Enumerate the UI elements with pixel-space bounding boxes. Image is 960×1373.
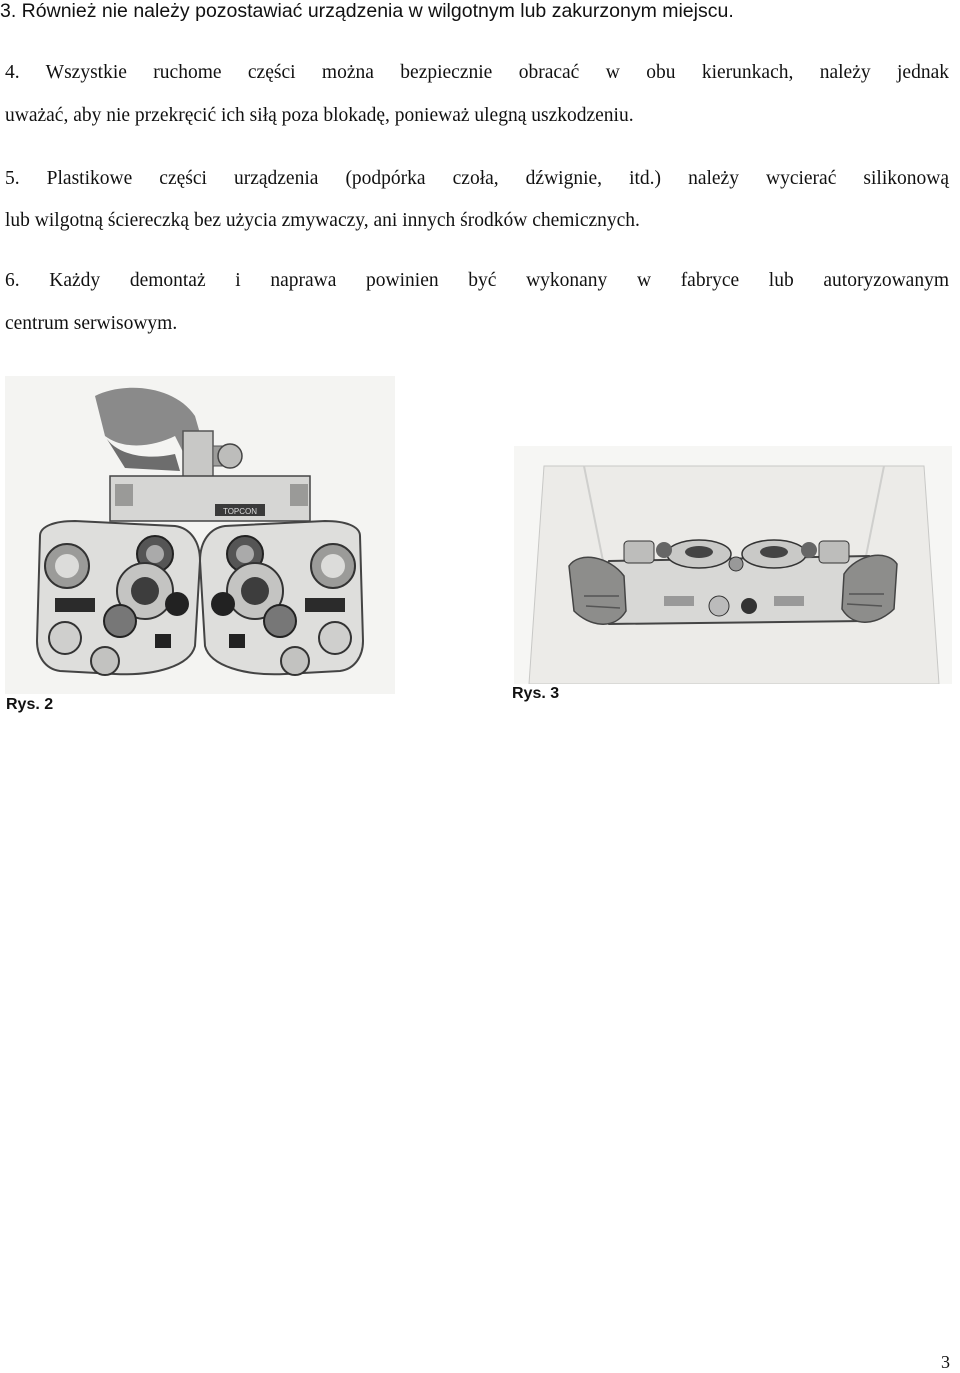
item-3-line-1: 3. Również nie należy pozostawiać urządzenia w wilgotnym lub zakurzonym miejscu. bbox=[0, 0, 734, 22]
figure-phoropter-held bbox=[514, 446, 952, 684]
phoropter-held-illustration bbox=[514, 446, 952, 684]
brand-label: TOPCON bbox=[222, 507, 258, 516]
figure-caption-rys-3: Rys. 3 bbox=[512, 685, 560, 702]
item-4-line-2: uważać, aby nie przekręcić ich siłą poza blokadę, ponieważ ulegną uszkodzeniu. bbox=[5, 105, 634, 126]
item-6-line-2: centrum serwisowym. bbox=[5, 313, 178, 334]
figure-phoropter-front bbox=[5, 376, 395, 694]
item-5-line-1: 5. Plastikowe części urządzenia (podpórka czoła, dźwignie, itd.) należy wycierać silikonową bbox=[5, 168, 949, 189]
phoropter-front-illustration bbox=[5, 376, 395, 694]
item-5-line-2: lub wilgotną ściereczką bez użycia zmywaczy, ani innych środków chemicznych. bbox=[5, 210, 640, 231]
figure-caption-rys-2: Rys. 2 bbox=[6, 696, 54, 713]
item-4-line-1: 4. Wszystkie ruchome części można bezpiecznie obracać w obu kierunkach, należy jednak bbox=[5, 62, 949, 83]
item-6-line-1: 6. Każdy demontaż i naprawa powinien być wykonany w fabryce lub autoryzowanym bbox=[5, 270, 949, 291]
page-number: 3 bbox=[941, 1352, 950, 1372]
